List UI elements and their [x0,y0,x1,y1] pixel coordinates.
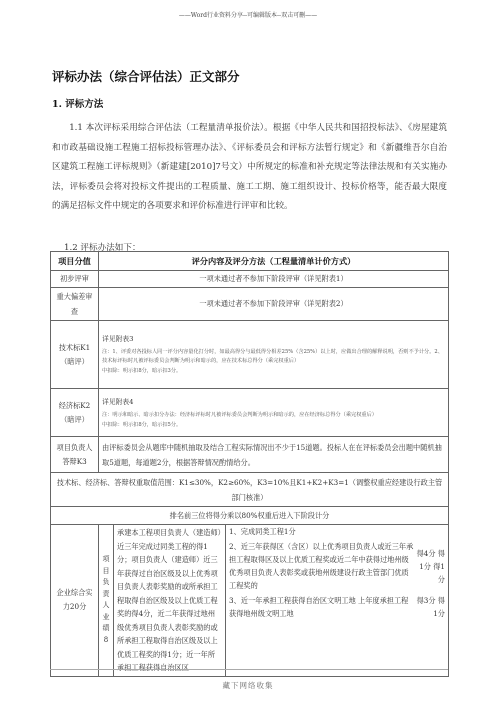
row-content: 一项未通过者不参加下阶段评审（详见附表1） [99,271,449,288]
score-item-points [415,525,448,539]
row-label: 企业综合实力20分 [51,525,99,677]
row-deduction: 中扣除：明示扣8分，暗示扣5分。 [102,422,182,428]
score-items [226,525,448,621]
page-title: 评标办法（综合评估法）正文部分 [52,69,240,84]
row-label: 初步评审 [51,271,99,288]
score-item-points: 得4分 得1分 得1分 [416,548,445,584]
vertical-label: 项目负责人业绩8 [99,525,114,677]
table-row [51,271,449,288]
page-header: ——Word行业资料分享--可编辑版本--双击可删—— [178,12,318,19]
row-remark: 注：1、评委对各投标人同一评分内容量化打分时，如最高得分与最低得分相差25%（含25%）以上时，应做出合理的解释说明，否则不予计分。2、技术标评标时凡被评标委员会判断为明示和暗示的，应在技术标总得分（乘完权重后） [102,349,443,364]
table-row [51,321,449,389]
table-header-row [51,252,449,271]
score-item-text: 3、近一年承担工程获得自治区文明工地 上年度承担工程获得地州级文明工地 [229,596,409,618]
table-row [51,288,449,321]
section-heading: 1. 评标方法 [52,99,104,110]
header-content-col: 评分内容及评分方法（工程量清单计价方式） [99,252,449,271]
row-content: 由评标委员会从题库中随机抽取及结合工程实际情况出不少于15道题。投标人在在评标委员会出题中随机抽取5道题，每道题2分，根据答辩情况酌情给分。 [99,437,449,473]
scoring-table [50,251,449,677]
row-remark: 注：明示和暗示、暗示扣分办法：经济标评标时凡被评标委员会判断为明示和暗示的，应在经济标总得分（乘完权重后） [102,411,377,418]
page-footer: 藏下网络收集 [222,681,274,690]
table-row [51,507,449,525]
table-row [51,525,449,677]
row-label: 技术标K1（暗评） [51,321,99,389]
row-label: 经济标K2（暗评） [51,389,99,437]
body-paragraph: 1.1 本次评标采用综合评估法（工程量清单报价法）。根据《中华人民共和国招投标法》、《房屋建筑和市政基础设施工程施工招标投标管理办法》、《评标委员会和评标方法暂行规定》和《新疆维吾尔自治区建筑工程施工评标规则》（新建建[2010]7号文）中所规定的标准和补充规定等法律法规和有关实施办法，评标委员会将对投标文件提出的工程质量、施工工期、施工组织设计、投标价格等，能否最大限度的满足招标文件中规定的各项要求和评价标准进行评审和比较。 [52,123,447,211]
row-content: 一项未通过者不参加下阶段评审（详见附表2） [99,288,449,321]
score-item-text: 1、完成同类工程1分 [229,527,296,536]
row-note: 详见附表3 [102,335,134,344]
table-row [51,437,449,473]
header-score-col: 项目分值 [51,252,99,271]
score-item-points: 得3分 得1分 [416,596,445,618]
subsection-heading: 1.2 评标办法如下： [64,243,141,253]
row-label: 重大偏差审查 [51,288,99,321]
ranking-note: 排名前三位将得分乘以80%权重后进入下阶段计分 [51,507,449,525]
row-label: 项目负责人答辩K3 [51,437,99,473]
footer-divider [50,669,448,670]
table-row [51,389,449,437]
row-criteria: 承建本工程项目负责人（建造师）近三年完成过同类工程的得1分；项目负责人（建造师）近三年获得过自治区级及以上优秀项目负责人表彰奖励的或所承担工程取得自治区级及以上优质工程奖的得4分，近二年获得过地州级优秀项目负责人表彰奖励的或所承担工程取得自治区级及以上优质工程奖的得1分；近一年所承担工程获得自治区区 [114,525,226,677]
table-row [51,473,449,507]
score-item-text: 2、近三年获得区（含区）以上优秀项目负责人或近三年承担工程取得区及以上优质工程奖或近二年中获得过地州级优秀项目负责人表彰奖或获地州级建设行政主管部门优质工程奖的 [229,542,414,590]
weight-note: 技术标、经济标、答辩权重取值范围：K1≤30%，K2≥60%，K3=10%且K1+K2+K3=1（调整权重应经建设行政主管部门核准） [51,473,449,507]
row-deduction: 中扣除：明示扣8分，暗示扣3分。 [102,368,182,375]
row-note: 详见附表4 [102,397,134,406]
